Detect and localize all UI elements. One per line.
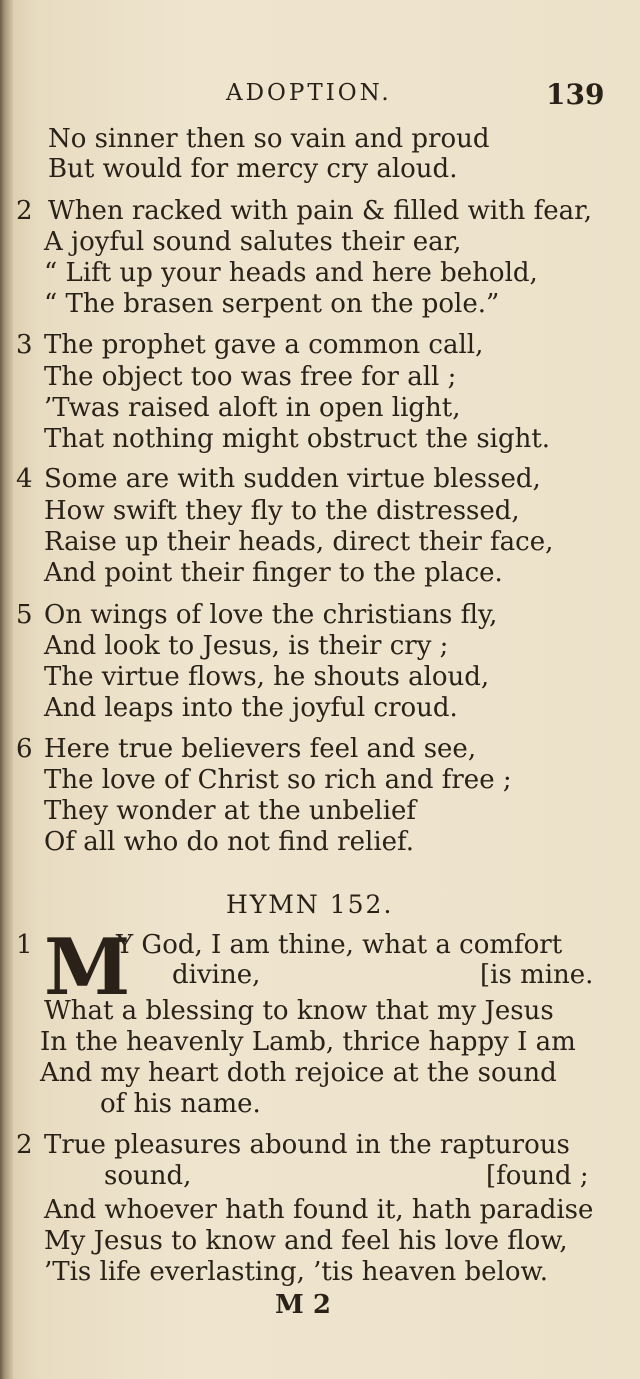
stanza-number: 5: [16, 600, 33, 630]
verse-line: That nothing might obstruct the sight.: [44, 424, 551, 454]
verse-line: The virtue flows, he shouts aloud,: [44, 662, 490, 692]
verse-line: And look to Jesus, is their cry ;: [44, 631, 449, 661]
book-binding-edge: [0, 0, 14, 1379]
verse-line: “ The brasen serpent on the pole.”: [44, 289, 500, 319]
verse-line: ’Twas raised aloft in open light,: [44, 393, 461, 423]
stanza-number: 3: [16, 330, 33, 360]
verse-line: A joyful sound salutes their ear,: [44, 227, 462, 257]
verse-line: The love of Christ so rich and free ;: [44, 765, 512, 795]
verse-line: No sinner then so vain and proud: [48, 124, 490, 154]
verse-line: Y God, I am thine, what a comfort: [116, 930, 563, 960]
verse-line: And point their finger to the place.: [44, 558, 503, 588]
verse-line: True pleasures abound in the rapturous: [44, 1130, 570, 1160]
verse-line: But would for mercy cry aloud.: [48, 154, 458, 184]
verse-line: Here true believers feel and see,: [44, 734, 477, 764]
page-header: [0, 78, 640, 114]
running-title: ADOPTION.: [226, 80, 392, 106]
verse-line: They wonder at the unbelief: [44, 796, 417, 826]
verse-line: Some are with sudden virtue blessed,: [44, 464, 541, 494]
verse-line: The object too was free for all ;: [44, 362, 457, 392]
verse-line: The prophet gave a common call,: [44, 330, 484, 360]
verse-line: And whoever hath found it, hath paradise: [44, 1195, 594, 1225]
stanza-number: 6: [16, 734, 33, 764]
verse-line: My Jesus to know and feel his love flow,: [44, 1226, 568, 1256]
signature-mark: M 2: [275, 1290, 331, 1320]
page-number: 139: [546, 78, 605, 111]
verse-line: ’Tis life everlasting, ’tis heaven below.: [44, 1257, 548, 1287]
verse-line: Of all who do not find relief.: [44, 827, 414, 857]
drop-cap: M: [44, 922, 131, 1013]
verse-line: divine,: [172, 960, 261, 990]
verse-line: And my heart doth rejoice at the sound: [40, 1058, 557, 1088]
stanza-number: 2: [16, 1130, 33, 1160]
verse-line-turnover: [is mine.: [480, 960, 594, 990]
verse-line: What a blessing to know that my Jesus: [44, 996, 554, 1026]
hymn-title: HYMN 152.: [226, 890, 394, 919]
verse-line: sound,: [104, 1161, 192, 1191]
stanza-number: 4: [16, 464, 33, 494]
verse-line: Raise up their heads, direct their face,: [44, 527, 554, 557]
stanza-number: 2: [16, 196, 33, 226]
verse-line: When racked with pain & filled with fear,: [48, 196, 592, 226]
verse-line: And leaps into the joyful croud.: [44, 693, 458, 723]
stanza-number: 1: [16, 930, 33, 960]
verse-line: How swift they fly to the distressed,: [44, 496, 520, 526]
verse-line-turnover: [found ;: [486, 1161, 589, 1191]
verse-line: of his name.: [100, 1089, 261, 1119]
verse-line: “ Lift up your heads and here behold,: [44, 258, 538, 288]
verse-line: On wings of love the christians fly,: [44, 600, 498, 630]
verse-line: In the heavenly Lamb, thrice happy I am: [40, 1027, 576, 1057]
